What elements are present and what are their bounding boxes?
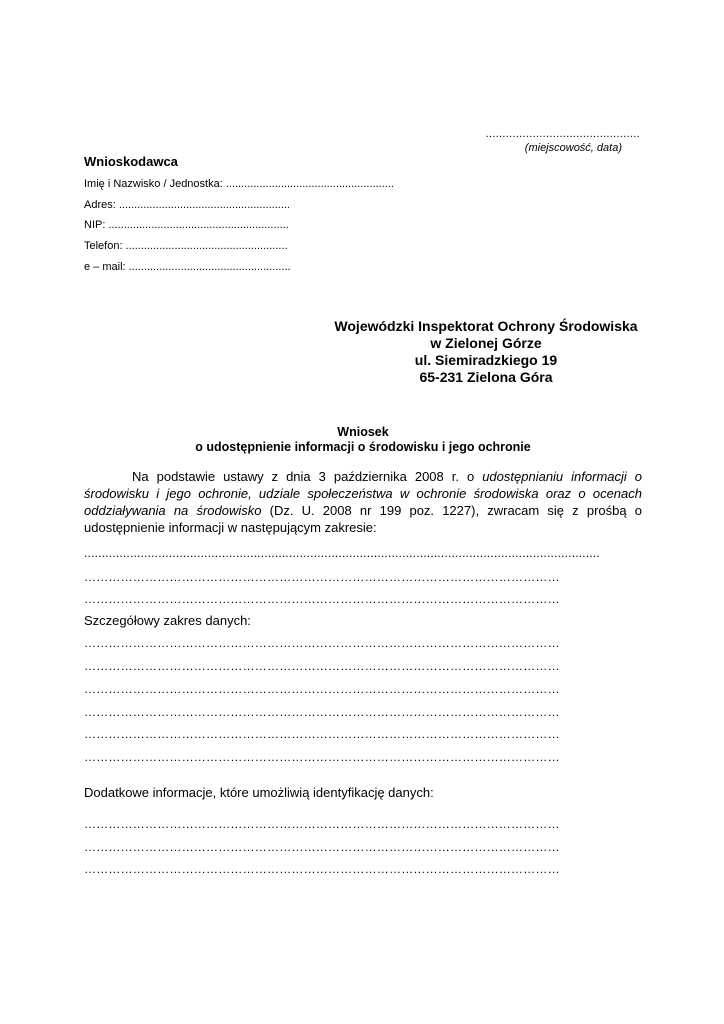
applicant-nip-field: NIP: ........................................................... bbox=[84, 219, 289, 231]
details-line-1[interactable]: ……………………………………………………………………………………………………… bbox=[84, 636, 560, 650]
intro-text-italic: udostępnianiu informacji o środowisku i jego ochronie, udziale społeczeństwa w ochronie środowiska oraz o ocenach oddziaływania na środowisko bbox=[84, 469, 642, 518]
document-title bbox=[84, 425, 642, 455]
details-line-5[interactable]: ……………………………………………………………………………………………………… bbox=[84, 727, 560, 741]
authority-postal: 65-231 Zielona Góra bbox=[419, 369, 553, 385]
authority-street: ul. Siemiradzkiego 19 bbox=[414, 352, 558, 368]
details-label: Szczegółowy zakres danych: bbox=[84, 613, 251, 628]
applicant-phone-field: Telefon: ..................................................... bbox=[84, 240, 288, 252]
place-date-caption: (miejscowość, data) bbox=[524, 142, 622, 154]
authority-city: w Zielonej Górze bbox=[430, 335, 542, 351]
details-line-2[interactable]: ……………………………………………………………………………………………………… bbox=[84, 659, 560, 673]
intro-text-start: Na podstawie ustawy z dnia 3 października 2008 r. o bbox=[132, 469, 483, 484]
details-line-6[interactable]: ……………………………………………………………………………………………………… bbox=[84, 750, 560, 764]
applicant-address-field: Adres: ........................................................ bbox=[84, 199, 290, 211]
additional-line-2[interactable]: ……………………………………………………………………………………………………… bbox=[84, 840, 560, 854]
authority-name: Wojewódzki Inspektorat Ochrony Środowiska bbox=[334, 318, 638, 334]
intro-text-end: (Dz. U. 2008 nr 199 poz. 1227), zwracam się z prośbą o udostępnienie informacji w następującym zakresie: bbox=[84, 503, 642, 535]
details-line-4[interactable]: ……………………………………………………………………………………………………… bbox=[84, 705, 560, 719]
additional-line-3[interactable]: ……………………………………………………………………………………………………… bbox=[84, 862, 560, 876]
scope-line-2[interactable]: ……………………………………………………………………………………………………… bbox=[84, 570, 560, 584]
additional-info-label: Dodatkowe informacje, które umożliwią identyfikację danych: bbox=[84, 785, 434, 800]
scope-line-1[interactable]: .................................................................................................................................................. bbox=[84, 546, 600, 560]
authority-address bbox=[330, 318, 642, 386]
additional-line-1[interactable]: ……………………………………………………………………………………………………… bbox=[84, 817, 560, 831]
document-title-line2: o udostępnienie informacji o środowisku i jego ochronie bbox=[195, 440, 531, 454]
intro-paragraph bbox=[84, 468, 642, 536]
details-line-3[interactable]: ……………………………………………………………………………………………………… bbox=[84, 682, 560, 696]
applicant-name-field: Imię i Nazwisko / Jednostka: ....................................................... bbox=[84, 178, 394, 190]
document-title-line1: Wniosek bbox=[337, 425, 389, 439]
scope-line-3[interactable]: ……………………………………………………………………………………………………… bbox=[84, 592, 560, 606]
applicant-email-field: e – mail: ..................................................... bbox=[84, 261, 291, 273]
place-date-dots: .............................................. bbox=[485, 128, 640, 140]
applicant-title: Wnioskodawca bbox=[84, 154, 178, 169]
